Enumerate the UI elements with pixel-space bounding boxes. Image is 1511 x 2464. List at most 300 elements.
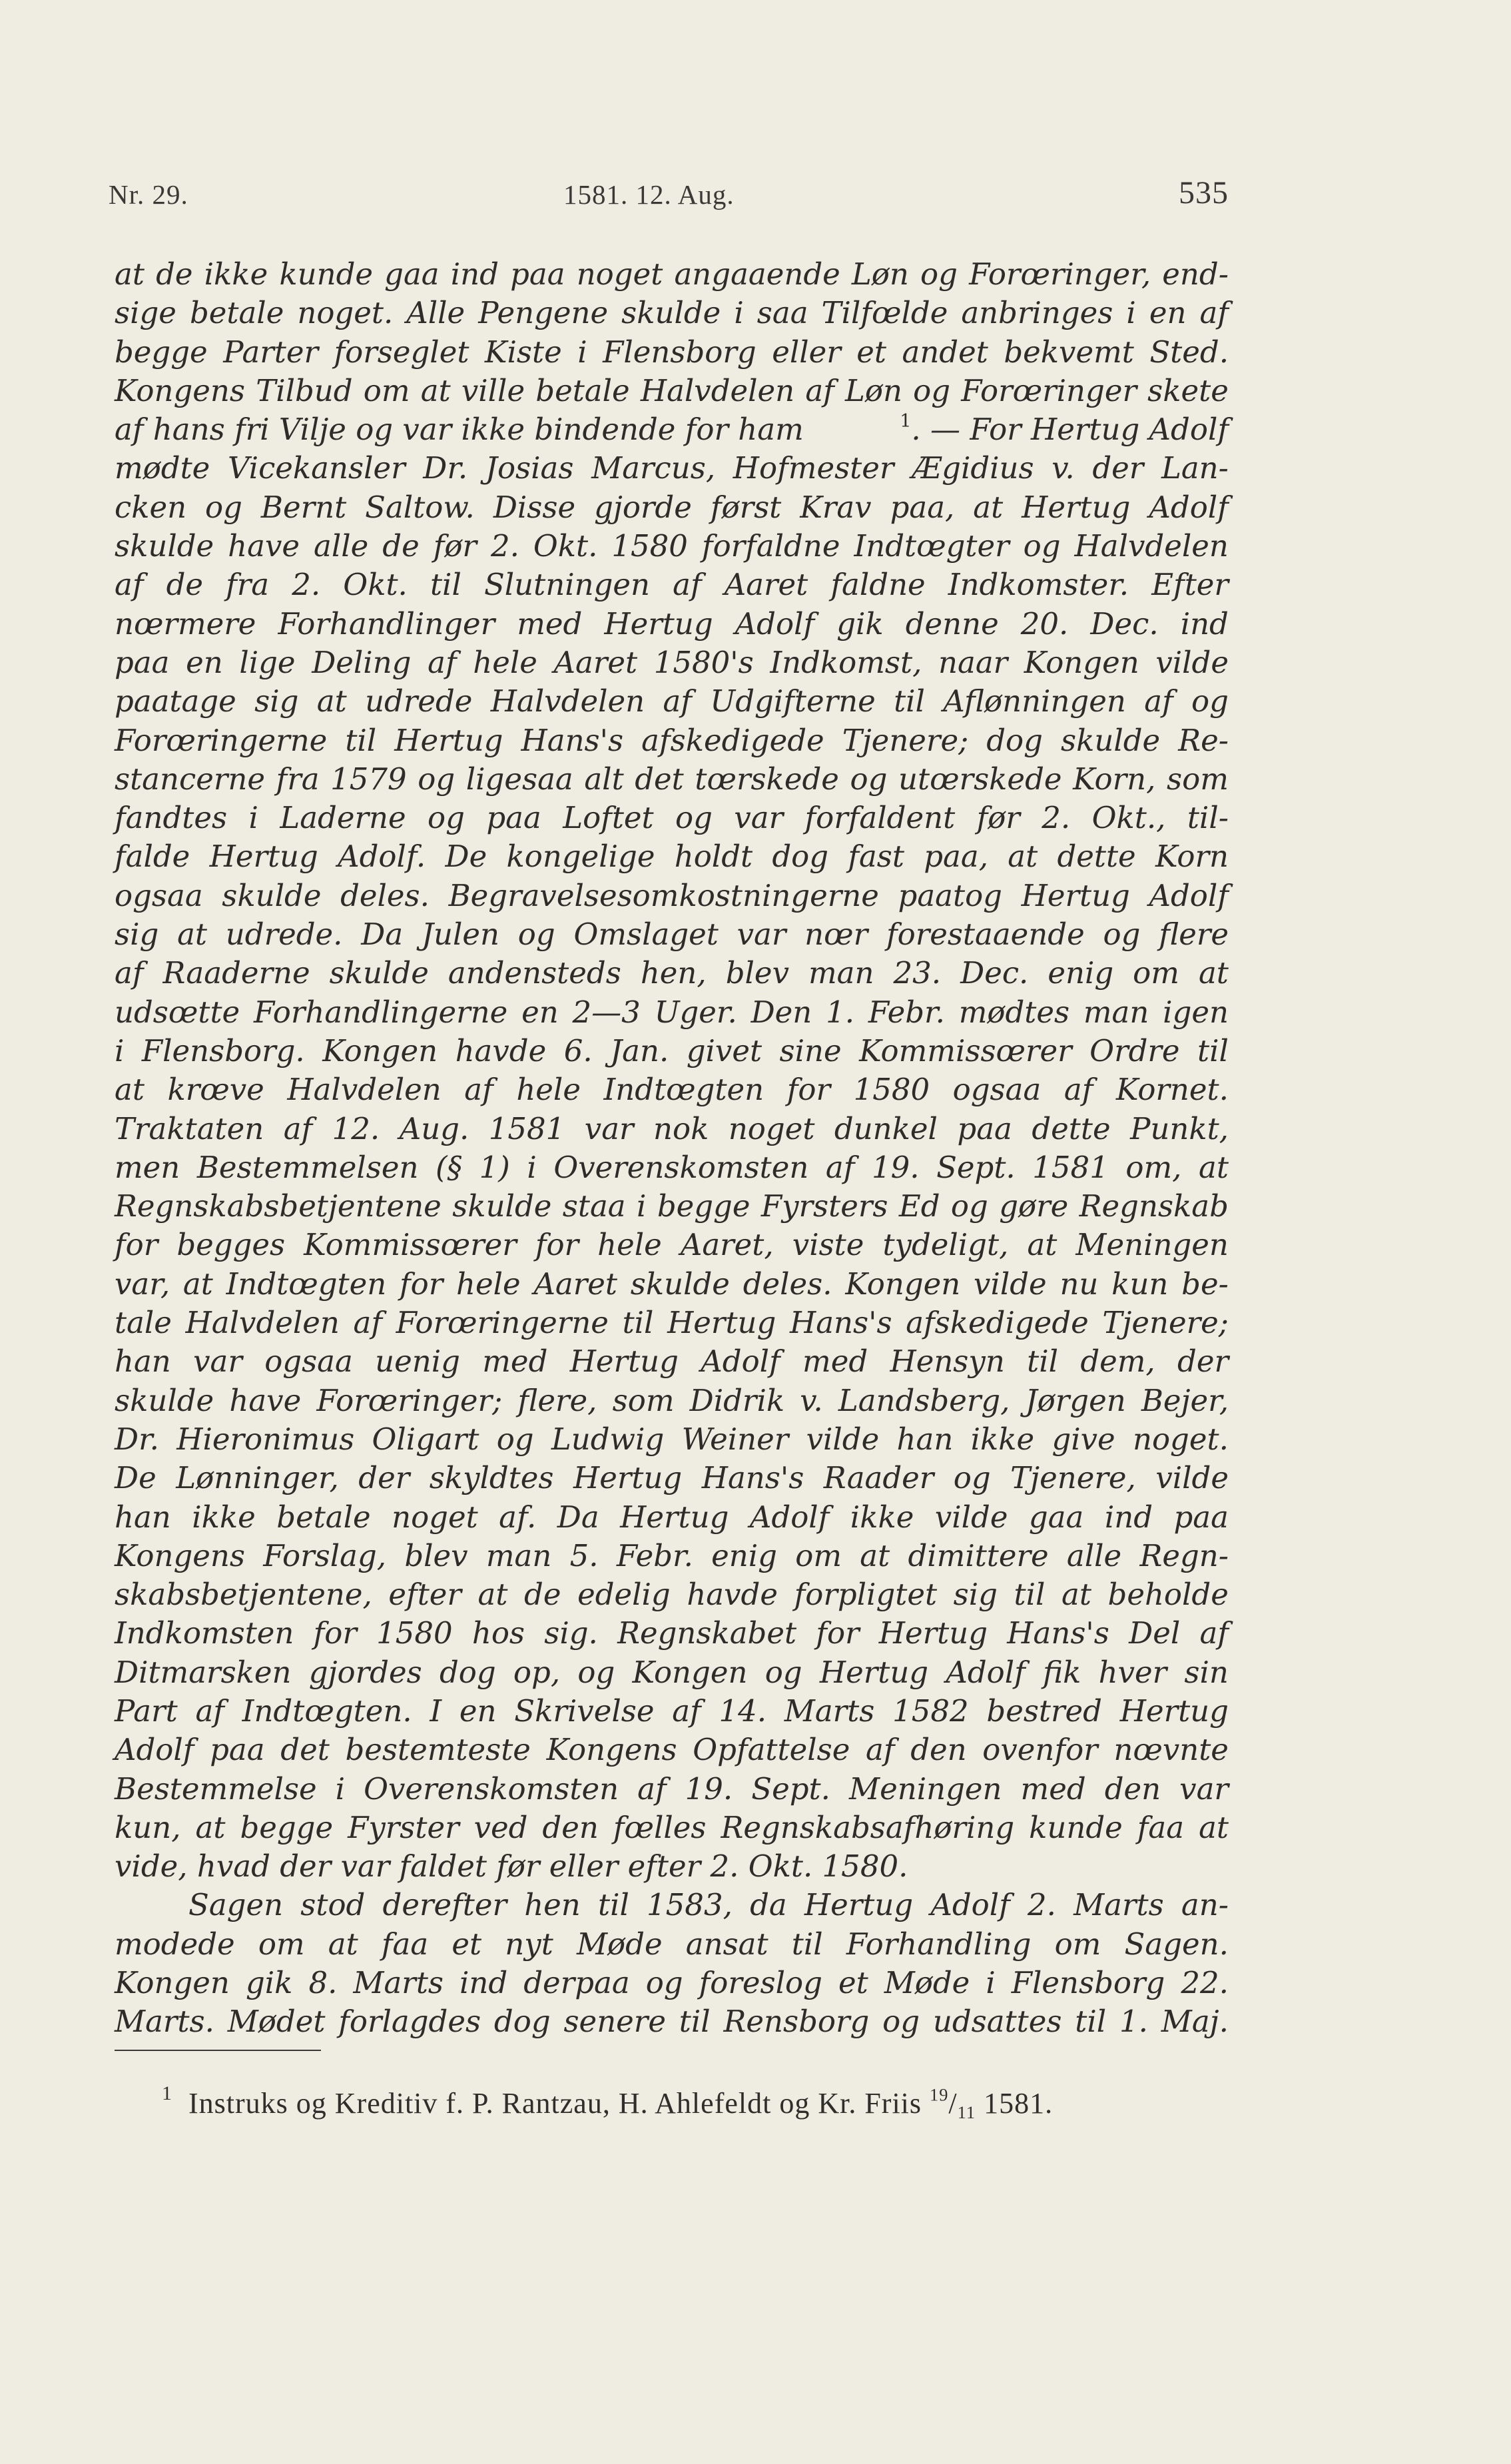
word: Hertug [1021,877,1130,913]
word: Forœringer [961,372,1137,408]
word: utœrskede [898,761,1062,797]
footnote-text: Instruks og Kreditiv f. P. Rantzau, H. Ahlefeldt og Kr. Friis [188,2087,922,2120]
word: og [496,1421,534,1457]
word: Hans's [521,722,624,758]
word: det [280,1732,330,1768]
word: Deling [312,644,412,680]
text-line [115,449,1229,488]
word: og [645,1965,683,2001]
text-line [115,1614,1229,1653]
word: af [866,1732,895,1768]
word: af [1199,1615,1229,1651]
word: Bestemmelsen [196,1149,419,1185]
word: skulde [621,295,721,331]
word: Kongen [322,1032,438,1068]
word: skulde [630,1266,730,1302]
word: af [115,955,144,991]
word: var [737,917,786,953]
word: kunde [279,256,374,292]
word: Forœringerne [115,722,328,758]
word: Kongens [546,1732,677,1768]
word: Hertug [878,1615,988,1651]
word: Hieronimus [176,1421,355,1457]
word: ind [459,1965,508,2001]
text-line [115,605,1229,643]
word: for [816,1615,860,1651]
word: gik [245,1965,293,2001]
word: Indkomster. [948,567,1129,603]
word: Mødet [227,2004,326,2040]
word: før [433,528,477,564]
word: Indtœgten. [242,1693,412,1729]
word: Uger. [654,994,737,1030]
word: og [953,1460,991,1496]
text-line [115,1575,1229,1614]
word: ikke [192,1499,256,1535]
word: om [795,1537,842,1573]
word: af. [499,1499,537,1535]
word: i [734,295,744,331]
word: til [1075,2004,1107,2040]
word: først [710,489,782,525]
word: forfaldent [804,800,956,836]
word: paa, [924,839,989,875]
word: 14. [719,1693,767,1729]
text-line [115,333,1229,372]
word: Febr. [868,994,945,1030]
word: Sept. [751,1771,830,1807]
word: sine [779,1032,842,1068]
word: af [115,567,144,603]
word: De [115,1460,156,1496]
word: afskedigede [641,722,824,758]
word: nœvnte [1113,1732,1229,1768]
word: han [115,1499,171,1535]
word: skete [1147,372,1229,408]
word: og [913,372,951,408]
word: vilde [974,1266,1047,1302]
word: faldne [830,567,926,603]
word: at [420,372,451,408]
word: skulde [1060,722,1161,758]
word: Hertug [569,1344,679,1380]
word: til [1027,1344,1058,1380]
word: og [675,800,713,836]
word: skulde [452,1188,552,1224]
word: Flensborg. [141,1032,305,1068]
word: Meningen [849,1771,1002,1807]
word: Fyrsters [760,1188,888,1224]
word: Halvdelen [1074,528,1229,564]
word: udrede [365,683,473,719]
word: begge [240,1809,334,1845]
text-line [115,1070,1229,1109]
word: 2. [490,528,519,564]
word: falde [115,839,190,875]
word: vilde [934,1499,1008,1535]
word: da [750,1887,787,1923]
word: Indkomst, [770,644,922,680]
word: Overenskomsten [364,1771,619,1807]
word: at [177,917,207,953]
word: Oligart [372,1421,479,1457]
word: Efter [1151,567,1229,603]
word: vilde [1155,1460,1229,1496]
word: noget. [1132,1421,1229,1457]
word: Ed [898,1188,940,1224]
word: (§ [436,1149,463,1185]
word: sin [1184,1654,1229,1690]
word: man [808,955,874,991]
word: Bestemmelse [115,1771,317,1807]
word: at [1199,1149,1229,1185]
word: deles. [743,1266,832,1302]
word: med [517,606,583,641]
word: Slutningen [483,567,651,603]
word: ogsaa [952,1072,1042,1108]
word: de [166,567,204,603]
word: hele [473,644,537,680]
word: Da [557,1499,599,1535]
word: derpaa [523,1965,630,2001]
footnote-divider [115,2050,321,2051]
word: dette [1057,839,1136,875]
word: 1. [1119,2004,1148,2040]
word: af [663,683,692,719]
word: Halvdelen [490,683,645,719]
word: alle [314,528,369,564]
text-line [115,1731,1229,1769]
footnote-date-month: 11 [957,2102,976,2122]
word: kongelige [506,839,655,875]
word: Halvdelen [185,1305,340,1341]
word: Sept. [936,1149,1016,1185]
word: forseglet [334,334,469,370]
word: var [734,800,784,836]
word: til [894,683,925,719]
word: til [622,1305,654,1341]
word: Krav [800,489,872,525]
word: og [418,761,455,797]
word: Forslag, [263,1537,387,1573]
text-line [115,877,1229,915]
word: vilde [1155,644,1229,680]
text-line [115,527,1229,566]
word: Pengene [478,295,609,331]
word: Kongen [845,1266,961,1302]
word: men [115,1149,180,1185]
word: Regn- [1139,1537,1229,1573]
word: Weiner [681,1421,789,1457]
word: forfaldne [701,528,840,564]
word: Hertug [209,839,318,875]
word: en [1149,295,1187,331]
text-line [115,2002,1229,2041]
line-tail [900,410,1229,449]
word: skabsbetjentene, [115,1577,372,1613]
word: om [258,1926,305,1962]
word: udrede. [225,917,343,953]
word: til [1197,1032,1229,1068]
word: Kommissœrer [304,1227,517,1263]
word: af [1199,295,1229,331]
word: at [115,256,145,292]
word: kunde [1029,1809,1123,1845]
text-line [115,1265,1229,1304]
word: saa [756,295,808,331]
word: til- [1187,800,1229,836]
word: have [228,528,300,564]
word: Kongens [115,1537,245,1573]
word: den [542,1809,599,1845]
word: Lan- [1161,450,1229,486]
text-line [115,1964,1229,2002]
word: at [1199,1809,1229,1845]
text-line [115,682,1229,721]
word: ogsaa [264,1344,353,1380]
word: uenig [375,1344,460,1380]
word: Del [1129,1615,1181,1651]
word: Forhandlingerne [253,994,508,1030]
text-line [115,954,1229,993]
word: tydeligt, [882,1227,1009,1263]
word: naar [938,644,1008,680]
word: ovenfor [982,1732,1098,1768]
word: fandtes [115,800,228,836]
word: nyt [505,1926,553,1962]
text-line [115,1809,1229,1847]
word: at [1008,839,1038,875]
word: faa [381,1926,429,1962]
word: Tilfœlde [821,295,948,331]
word: 2. [1042,800,1071,836]
text-line [115,993,1229,1032]
text-line [115,799,1229,837]
page-number: 535 [1179,175,1229,210]
word: Regnskabsbetjentene [115,1188,442,1224]
word: 1581 [488,1110,565,1146]
word: i [248,800,258,836]
word: noget [576,256,663,292]
word: der [1092,450,1144,486]
document-number: Nr. 29. [109,179,188,210]
word: bekvemt [1004,334,1134,370]
text-line [115,372,1229,410]
document-date: 1581. 12. Aug. [563,179,735,210]
word: 1580 [376,1615,453,1651]
word: af [428,644,457,680]
word: til [430,567,461,603]
footnote-mark: 1 [162,2082,172,2104]
word: paatog [898,877,1002,913]
word: 1583, [647,1887,733,1923]
word: Alle [406,295,465,331]
word: forlagdes [338,2004,481,2040]
word: og [517,917,555,953]
text-line [115,1342,1229,1381]
word: paa, [890,489,955,525]
word: kun, [115,1809,181,1845]
word: dog [493,2004,551,2040]
text-line [115,643,1229,682]
word: om [363,372,410,408]
word: Ordre [1089,1032,1180,1068]
word: blev [725,955,789,991]
word: angaaende [674,256,840,292]
word: Landsberg, [838,1382,1010,1418]
word: alle [1066,1537,1122,1573]
word: Begravelsesomkostningerne [448,877,879,913]
word: Sagen [188,1887,284,1923]
word: af [805,372,834,408]
word: fra [276,761,320,797]
word: 1) [479,1149,510,1185]
word: gjordes [308,1654,422,1690]
word: hen, [640,955,707,991]
word: gjorde [594,489,692,525]
word: 6. [563,1032,593,1068]
word: bestred [986,1693,1102,1729]
word: Indtœgter [854,528,1010,564]
word: man [485,1537,552,1573]
word: fœlles [613,1809,707,1845]
word: end- [1162,256,1229,292]
line-tail-text: . — For Hertug Adolf [911,412,1229,448]
word: af [1063,1072,1093,1108]
word: noget [392,1499,478,1535]
word: Adolf [1149,489,1229,525]
word: Aug. [399,1110,469,1146]
word: til [597,1887,629,1923]
word: Møde [576,1926,663,1962]
text-line [115,721,1229,760]
word: dunkel [834,1110,938,1146]
word: Loftet [563,800,654,836]
word: ikke [850,1499,914,1535]
word: Ditmarsken [115,1654,292,1690]
word: ind [450,256,499,292]
word: anbringes [961,295,1113,331]
word: hele [597,1227,662,1263]
word: Aaret [553,644,638,680]
word: Kommissœrer [859,1032,1072,1068]
word: paa [210,1732,265,1768]
word: enig [711,1537,777,1573]
word: man [1083,994,1149,1030]
word: Da [361,917,404,953]
word: af [672,1693,701,1729]
word: Raaderne [162,955,310,991]
text-line [115,1304,1229,1342]
word: I [430,1693,442,1729]
text-line [115,566,1229,604]
word: at [860,1537,890,1573]
word: ikke [970,1421,1035,1457]
word: Flensborg [1011,1965,1165,2001]
word: dem, [1080,1344,1155,1380]
word: Dr. [423,450,468,486]
word: gik [836,606,884,641]
word: og [850,761,888,797]
word: det [635,761,684,797]
word: Halvdelen [287,1072,442,1108]
word: denne [905,606,999,641]
word: bestemteste [345,1732,531,1768]
word: Okt. [343,567,408,603]
word: sig. [544,1615,598,1651]
word: Dec. [1090,606,1159,641]
word: skulde [222,877,322,913]
text-line [115,760,1229,799]
word: Hertug [394,722,503,758]
word: de [156,256,193,292]
word: af [1144,683,1173,719]
word: sig [254,683,299,719]
word: Hertug [1022,489,1131,525]
word: den [910,1732,967,1768]
word: blev [404,1537,468,1573]
text-line [115,1110,1229,1148]
word: Tjenere; [1102,1305,1229,1341]
word: var [193,1344,242,1380]
word: Hans's [789,1305,892,1341]
word: give [1052,1421,1115,1457]
word: Regnskabet [617,1615,797,1651]
word: Indkomsten [115,1615,294,1651]
word: Sted. [1149,334,1229,370]
word: af [464,1072,493,1108]
word: noget [728,1110,815,1146]
word: han [896,1421,954,1457]
word: begge [115,334,208,370]
word: med [482,1344,548,1380]
word: havde [455,1032,547,1068]
word: og [950,1188,988,1224]
word: Febr. [616,1537,693,1573]
word: Flensborg [603,334,756,370]
word: var [1179,1771,1229,1807]
word: deles. [340,877,430,913]
word: gøre [999,1188,1069,1224]
word: Kongens [115,372,245,408]
word: om, [1125,1149,1182,1185]
word: for [400,1266,444,1302]
word: Adolf [946,1654,1026,1690]
word: fik [1043,1654,1081,1690]
word: en [459,1693,497,1729]
word: Parter [223,334,319,370]
word: Aaret [533,1266,617,1302]
footnote-date-day: 19 [930,2084,949,2105]
word: v. [800,1382,823,1418]
text-line: vide, hvad der var faldet før eller efter 2. Okt. 1580. [115,1848,908,1884]
word: i [1126,295,1136,331]
text-line [115,1653,1229,1692]
word: Part [115,1693,178,1729]
word: Adolf [701,1344,780,1380]
word: af [825,1149,855,1185]
word: afskedigede [906,1305,1089,1341]
word: Tjenere; [842,722,969,758]
text-line [115,488,1229,527]
word: Lønninger, [176,1460,339,1496]
word: viste [792,1227,864,1263]
word: foreslog [699,1965,822,2001]
word: Indtœgten [226,1266,387,1302]
word: et [452,1926,482,1962]
word: hen [524,1887,581,1923]
word: Den [751,994,812,1030]
